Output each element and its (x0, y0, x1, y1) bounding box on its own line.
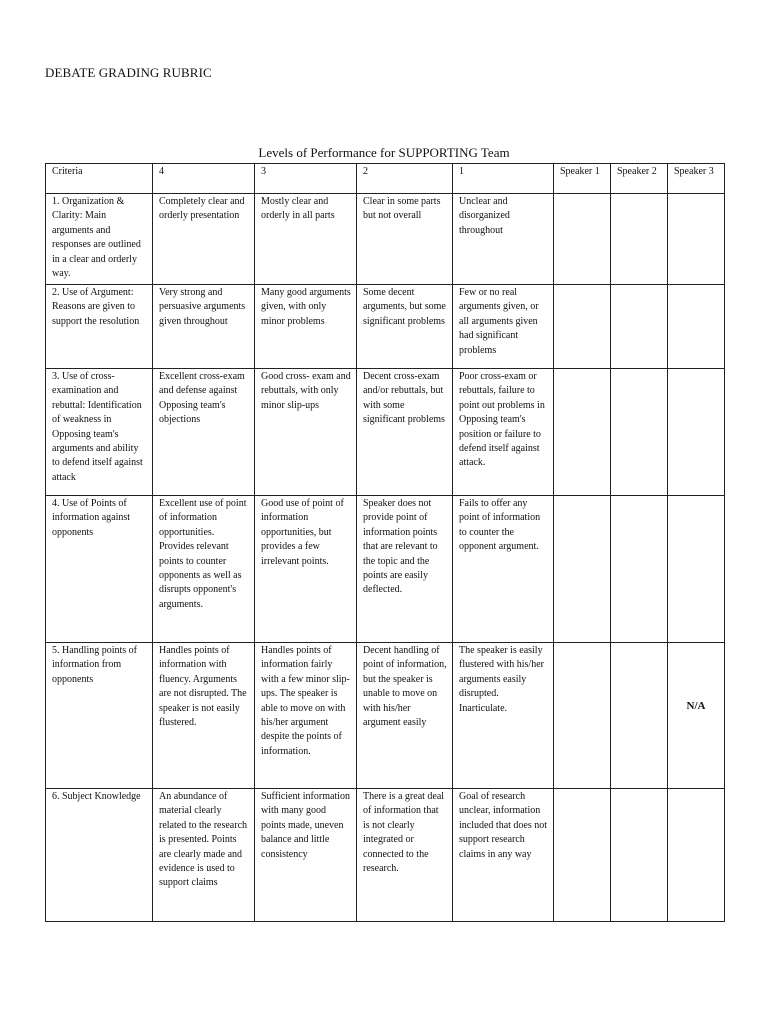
criteria-cell: 4. Use of Points of information against opponents (46, 496, 153, 643)
level-2-cell: Speaker does not provide point of information points that are relevant to the topic and the points are easily deflected. (357, 496, 453, 643)
level-2-cell: Clear in some parts but not overall (357, 194, 453, 285)
header-criteria: Criteria (46, 164, 153, 194)
level-2-cell: Decent cross-exam and/or rebuttals, but with some significant problems (357, 369, 453, 496)
speaker-1-score-cell[interactable] (554, 369, 611, 496)
speaker-1-score-cell[interactable] (554, 285, 611, 369)
speaker-2-score-cell[interactable] (611, 194, 668, 285)
level-1-cell: The speaker is easily flustered with his/her arguments easily disrupted. Inarticulate. (453, 643, 554, 789)
level-4-cell: Excellent use of point of information opportunities. Provides relevant points to counter opponents as well as disrupts opponent's arguments. (153, 496, 255, 643)
speaker-3-score-cell[interactable] (668, 194, 725, 285)
not-applicable-mark: N/A (686, 700, 706, 712)
speaker-2-score-cell[interactable] (611, 496, 668, 643)
table-caption: Levels of Performance for SUPPORTING Team (258, 145, 510, 160)
header-level-3: 3 (255, 164, 357, 194)
level-3-cell: Sufficient information with many good points made, uneven balance and little consistency (255, 789, 357, 922)
speaker-3-score-cell[interactable] (668, 285, 725, 369)
speaker-3-score-cell[interactable] (668, 643, 725, 789)
table-row (46, 194, 725, 285)
rubric-table (45, 163, 725, 922)
header-speaker-3: Speaker 3 (668, 164, 725, 194)
speaker-2-score-cell[interactable] (611, 285, 668, 369)
criteria-cell: 2. Use of Argument: Reasons are given to support the resolution (46, 285, 153, 369)
level-3-cell: Mostly clear and orderly in all parts (255, 194, 357, 285)
speaker-2-score-cell[interactable] (611, 789, 668, 922)
speaker-1-score-cell[interactable] (554, 789, 611, 922)
table-row (46, 789, 725, 922)
level-2-cell: There is a great deal of information that is not clearly integrated or connected to the research. (357, 789, 453, 922)
table-row (46, 369, 725, 496)
document-title: DEBATE GRADING RUBRIC (45, 65, 212, 80)
level-1-cell: Poor cross-exam or rebuttals, failure to point out problems in Opposing team's position or failure to defend itself against attack. (453, 369, 554, 496)
header-level-2: 2 (357, 164, 453, 194)
speaker-3-score-cell[interactable] (668, 496, 725, 643)
level-1-cell: Few or no real arguments given, or all arguments given had significant problems (453, 285, 554, 369)
level-4-cell: Excellent cross-exam and defense against Opposing team's objections (153, 369, 255, 496)
level-3-cell: Many good arguments given, with only minor problems (255, 285, 357, 369)
level-3-cell: Handles points of information fairly with a few minor slip-ups. The speaker is able to move on with his/her argument despite the points of information. (255, 643, 357, 789)
level-3-cell: Good use of point of information opportunities, but provides a few irrelevant points. (255, 496, 357, 643)
criteria-cell: 5. Handling points of information from opponents (46, 643, 153, 789)
speaker-3-score-cell[interactable] (668, 369, 725, 496)
speaker-3-score-cell[interactable] (668, 789, 725, 922)
level-4-cell: Very strong and persuasive arguments given throughout (153, 285, 255, 369)
criteria-cell: 6. Subject Knowledge (46, 789, 153, 922)
table-row (46, 285, 725, 369)
level-1-cell: Goal of research unclear, information included that does not support research claims in any way (453, 789, 554, 922)
header-speaker-2: Speaker 2 (611, 164, 668, 194)
speaker-1-score-cell[interactable] (554, 643, 611, 789)
level-1-cell: Fails to offer any point of information to counter the opponent argument. (453, 496, 554, 643)
criteria-cell: 1. Organization & Clarity: Main arguments and responses are outlined in a clear and orderly way. (46, 194, 153, 285)
header-row (46, 164, 725, 194)
speaker-1-score-cell[interactable] (554, 496, 611, 643)
speaker-2-score-cell[interactable] (611, 369, 668, 496)
level-2-cell: Decent handling of point of information, but the speaker is unable to move on with his/her argument easily (357, 643, 453, 789)
level-2-cell: Some decent arguments, but some significant problems (357, 285, 453, 369)
speaker-1-score-cell[interactable] (554, 194, 611, 285)
table-row (46, 643, 725, 789)
level-4-cell: An abundance of material clearly related to the research is presented. Points are clearly made and evidence is used to support claims (153, 789, 255, 922)
table-row (46, 496, 725, 643)
level-1-cell: Unclear and disorganized throughout (453, 194, 554, 285)
speaker-2-score-cell[interactable] (611, 643, 668, 789)
level-4-cell: Completely clear and orderly presentation (153, 194, 255, 285)
header-level-1: 1 (453, 164, 554, 194)
level-4-cell: Handles points of information with fluency. Arguments are not disrupted. The speaker is not easily flustered. (153, 643, 255, 789)
level-3-cell: Good cross- exam and rebuttals, with only minor slip-ups (255, 369, 357, 496)
header-speaker-1: Speaker 1 (554, 164, 611, 194)
criteria-cell: 3. Use of cross-examination and rebuttal: Identification of weakness in Opposing team's arguments and ability to defend itself against attack (46, 369, 153, 496)
header-level-4: 4 (153, 164, 255, 194)
